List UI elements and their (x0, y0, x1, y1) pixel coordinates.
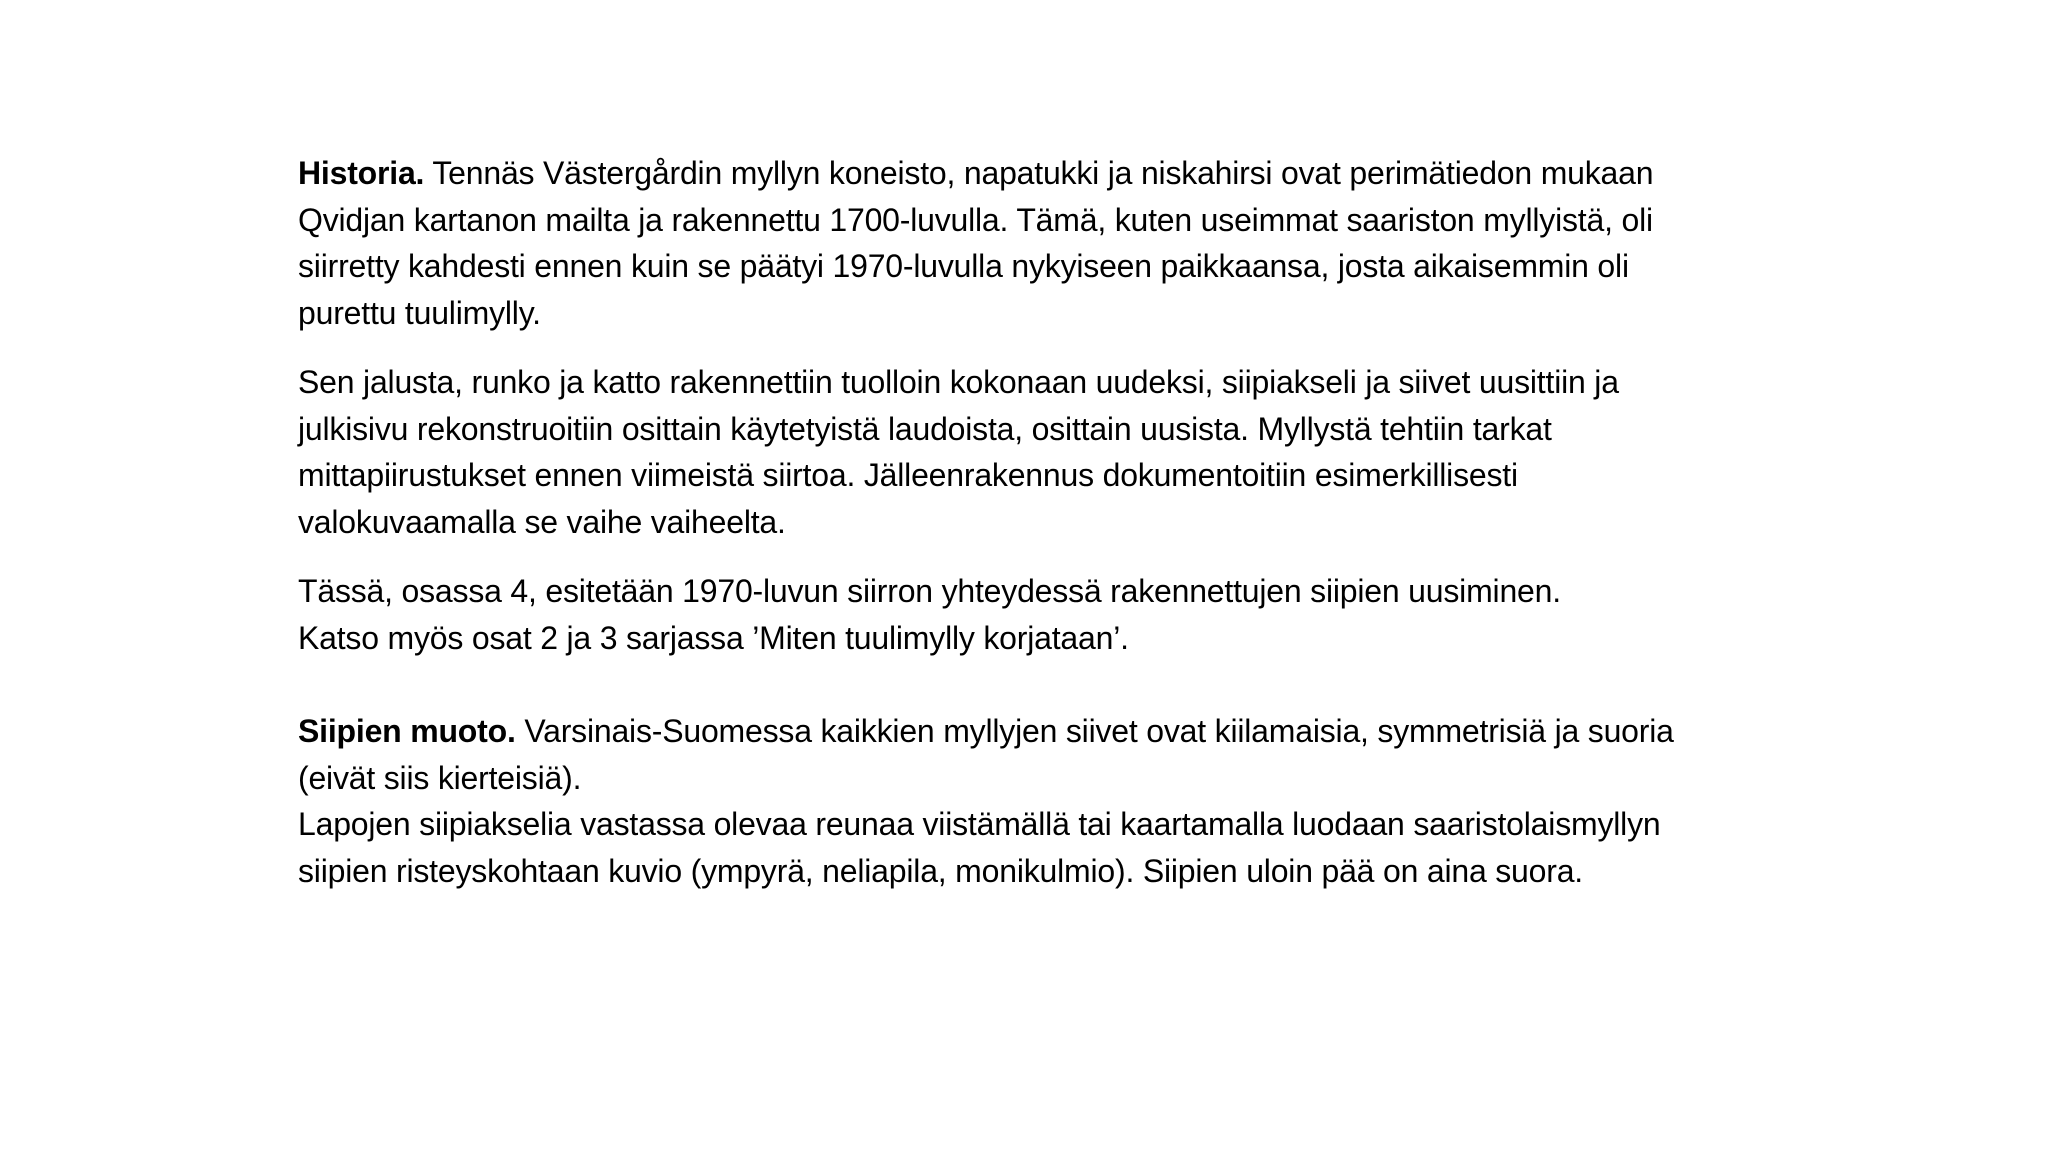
reconstruction-line-1: Sen jalusta, runko ja katto rakennettiin tuolloin kokonaan uudeksi, siipiakseli ja siivet uusittiin ja (298, 364, 1619, 400)
shape-line-1 (298, 708, 1858, 755)
reconstruction-paragraph (298, 359, 1858, 545)
paragraph-spacer (298, 336, 1858, 359)
reconstruction-line-4: valokuvaamalla se vaihe vaiheelta. (298, 503, 786, 540)
history-line-3: siirretty kahdesti ennen kuin se päätyi 1970-luvulla nykyiseen paikkaansa, josta aikaisemmin oli (298, 248, 1629, 284)
shape-line-3: Lapojen siipiakselia vastassa olevaa reunaa viistämällä tai kaartamalla luodaan saaristolaismyllyn (298, 806, 1661, 842)
shape-line-2: (eivät siis kierteisiä). (298, 759, 582, 796)
part-paragraph (298, 568, 1858, 661)
part-line-2: Katso myös osat 2 ja 3 sarjassa ’Miten tuulimylly korjataan’. (298, 619, 1129, 656)
history-line-2: Qvidjan kartanon mailta ja rakennettu 1700-luvulla. Tämä, kuten useimmat saariston myllyistä, oli (298, 201, 1653, 238)
history-paragraph (298, 150, 1858, 336)
shape-line-4: siipien risteyskohtaan kuvio (ympyrä, neliapila, monikulmio). Siipien uloin pää on aina suora. (298, 852, 1583, 889)
shape-heading: Siipien muoto. (298, 713, 516, 749)
slide-text-body (298, 150, 1858, 894)
history-line-1-text: Tennäs Västergårdin myllyn koneisto, napatukki ja niskahirsi ovat perimätiedon mukaan (424, 155, 1654, 191)
shape-paragraph (298, 708, 1858, 894)
reconstruction-line-2: julkisivu rekonstruoitiin osittain käytetyistä laudoista, osittain uusista. Myllystä tehtiin tarkat (298, 410, 1552, 447)
reconstruction-line-3: mittapiirustukset ennen viimeistä siirtoa. Jälleenrakennus dokumentoitiin esimerkillisesti (298, 457, 1518, 493)
part-line-1: Tässä, osassa 4, esitetään 1970-luvun siirron yhteydessä rakennettujen siipien uusiminen. (298, 573, 1561, 609)
history-heading: Historia. (298, 155, 425, 191)
history-line-1 (298, 150, 1858, 197)
paragraph-spacer (298, 661, 1858, 708)
history-line-4: purettu tuulimylly. (298, 294, 541, 331)
paragraph-spacer (298, 545, 1858, 568)
shape-line-1-text: Varsinais-Suomessa kaikkien myllyjen siivet ovat kiilamaisia, symmetrisiä ja suoria (515, 713, 1674, 749)
